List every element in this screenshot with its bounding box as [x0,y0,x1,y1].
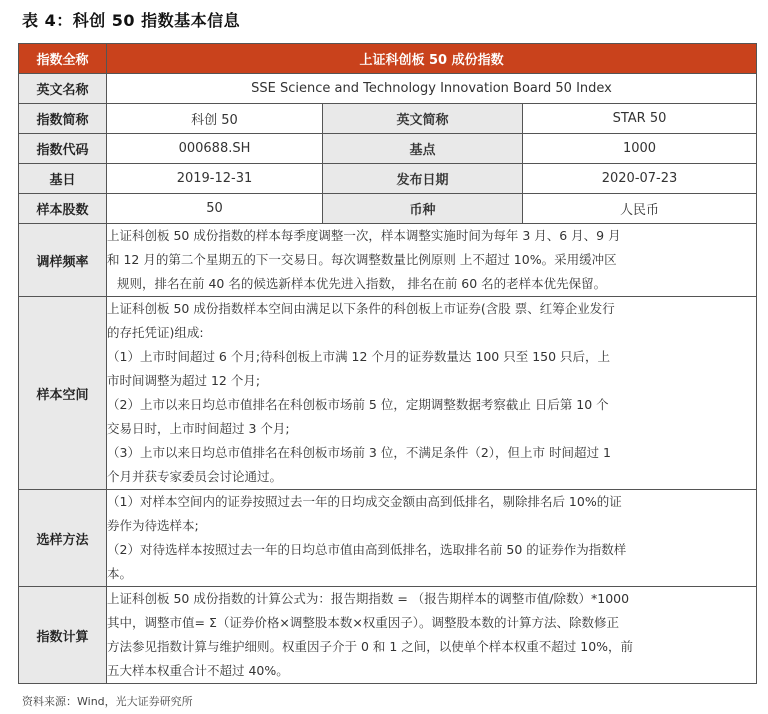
english-name-value: SSE Science and Technology Innovation Board 50 Index [107,74,757,104]
text-line: （1）上市时间超过 6 个月;待科创板上市满 12 个月的证券数量达 100 只至 150 只后，上 [107,349,611,364]
text-line: 市时间调整为超过 12 个月; [107,373,261,388]
row-sample-count [19,194,757,224]
release-date-label: 发布日期 [323,164,523,194]
text-line: 和 12 月的第二个星期五的下一交易日。每次调整数量比例原则 上不超过 10%。采用缓冲区 [107,252,617,267]
text-line: 上证科创板 50 成份指数的样本每季度调整一次，样本调整实施时间为每年 3 月、6 月、9 月 [107,228,621,243]
text-line: 规则，排名在前 40 名的候选新样本优先进入指数， 排名在前 60 名的老样本优先保留。 [117,276,607,291]
row-short-name [19,104,757,134]
sample-space-text [107,297,757,490]
text-line: 的存托凭证)组成: [107,325,204,340]
row-code [19,134,757,164]
source-note: 资料来源：Wind，光大证券研究所 [22,695,193,708]
text-line: （3）上市以来日均总市值排名在科创板市场前 3 位，不满足条件（2），但上市 时间超过 1 [107,445,611,460]
calculation-text [107,587,757,684]
row-english-name [19,74,757,104]
text-line: （1）对样本空间内的证券按照过去一年的日均成交金额由高到低排名，剔除排名后 10%的证 [107,494,622,509]
base-date-value: 2019-12-31 [107,164,323,194]
index-info-table [18,43,757,684]
row-sample-space [19,297,757,490]
release-date-value: 2020-07-23 [523,164,757,194]
text-line: （2）对待选样本按照过去一年的日均总市值由高到低排名，选取排名前 50 的证券作为指数样 [107,542,627,557]
sample-count-value: 50 [107,194,323,224]
short-name-value: 科创 50 [107,104,323,134]
code-value: 000688.SH [107,134,323,164]
adjust-freq-text [107,224,757,297]
text-line: 本。 [107,566,133,581]
text-line: 上证科创板 50 成份指数的计算公式为：报告期指数 = （报告期样本的调整市值/除数）*1000 [107,591,630,606]
currency-value: 人民币 [523,194,757,224]
sample-count-label: 样本股数 [19,194,107,224]
base-point-label: 基点 [323,134,523,164]
sample-space-label: 样本空间 [19,297,107,490]
text-line: 券作为待选样本; [107,518,199,533]
selection-text [107,490,757,587]
english-name-label: 英文名称 [19,74,107,104]
text-line: 上证科创板 50 成份指数样本空间由满足以下条件的科创板上市证券(含股 票、红筹企业发行 [107,301,615,316]
text-line: 其中，调整市值= Σ（证券价格×调整股本数×权重因子）。调整股本数的计算方法、除数修正 [107,615,620,630]
code-label: 指数代码 [19,134,107,164]
row-calculation [19,587,757,684]
adjust-freq-label: 调样频率 [19,224,107,297]
calculation-label: 指数计算 [19,587,107,684]
text-line: 交易日时，上市时间超过 3 个月; [107,421,290,436]
base-date-label: 基日 [19,164,107,194]
text-line: 五大样本权重合计不超过 40%。 [107,663,289,678]
text-line: 方法参见指数计算与维护细则。权重因子介于 0 和 1 之间，以使单个样本权重不超过 10%，前 [107,639,634,654]
base-point-value: 1000 [523,134,757,164]
selection-label: 选样方法 [19,490,107,587]
table-title: 表 4：科创 50 指数基本信息 [22,11,241,30]
currency-label: 币种 [323,194,523,224]
header-row [19,44,757,74]
short-name-label: 指数简称 [19,104,107,134]
text-line: 个月并获专家委员会讨论通过。 [107,469,283,484]
row-selection [19,490,757,587]
row-adjust-freq [19,224,757,297]
row-base-date [19,164,757,194]
english-short-label: 英文简称 [323,104,523,134]
header-label: 指数全称 [19,44,107,74]
text-line: （2）上市以来日均总市值排名在科创板市场前 5 位，定期调整数据考察截止 日后第 10 个 [107,397,609,412]
header-value: 上证科创板 50 成份指数 [107,44,757,74]
english-short-value: STAR 50 [523,104,757,134]
